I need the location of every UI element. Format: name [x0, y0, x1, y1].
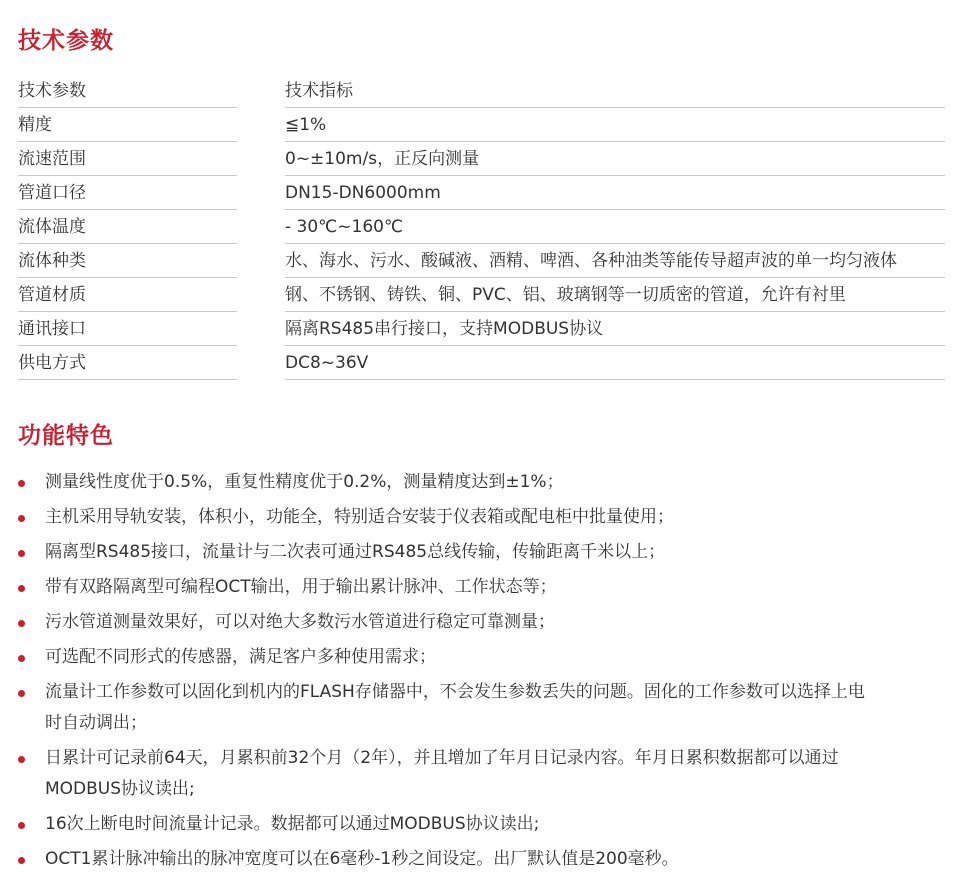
list-item [18, 537, 938, 568]
feature-text: 污水管道测量效果好，可以对绝大多数污水管道进行稳定可靠测量； [45, 612, 555, 632]
table-row [18, 108, 945, 142]
spec-value: DN15-DN6000mm [285, 176, 945, 210]
table-row [18, 244, 945, 278]
spec-label: 供电方式 [18, 346, 237, 380]
feature-text: OCT1累计脉冲输出的脉冲宽度可以在6毫秒-1秒之间设定。出厂默认值是200毫秒。 [45, 849, 679, 869]
features-list [18, 467, 938, 879]
table-row [18, 346, 945, 380]
spec-value: 0~±10m/s，正反向测量 [285, 142, 945, 176]
spec-label: 流速范围 [18, 142, 237, 176]
bullet-icon [18, 480, 25, 487]
spec-value: 隔离RS485串行接口，支持MODBUS协议 [285, 312, 945, 346]
table-row [18, 210, 945, 244]
spec-header-label: 技术参数 [18, 74, 237, 108]
spec-label: 精度 [18, 108, 237, 142]
features-heading: 功能特色 [18, 423, 114, 449]
feature-text: 测量线性度优于0.5%，重复性精度优于0.2%，测量精度达到±1%； [45, 472, 564, 492]
spec-value: DC8~36V [285, 346, 945, 380]
list-item [18, 677, 865, 739]
spec-table [18, 74, 945, 380]
spec-heading: 技术参数 [18, 28, 114, 54]
spec-value: 水、海水、污水、酸碱液、酒精、啤酒、各种油类等能传导超声波的单一均匀液体 [285, 244, 945, 278]
spec-value: - 30℃~160℃ [285, 210, 945, 244]
bullet-icon [18, 690, 25, 697]
spec-label: 管道口径 [18, 176, 237, 210]
feature-text: 隔离型RS485接口，流量计与二次表可通过RS485总线传输，传输距离千米以上； [45, 542, 666, 562]
feature-text: 流量计工作参数可以固化到机内的FLASH存储器中，不会发生参数丢失的问题。固化的工作参数可以选择上电时自动调出； [45, 682, 865, 733]
table-row [18, 176, 945, 210]
table-row [18, 278, 945, 312]
spec-label: 通讯接口 [18, 312, 237, 346]
bullet-icon [18, 550, 25, 557]
list-item [18, 743, 885, 805]
bullet-icon [18, 655, 25, 662]
spec-value: ≦1% [285, 108, 945, 142]
spec-label: 流体种类 [18, 244, 237, 278]
spec-label: 流体温度 [18, 210, 237, 244]
table-row [18, 312, 945, 346]
bullet-icon [18, 585, 25, 592]
spec-table-header [18, 74, 945, 108]
list-item [18, 809, 938, 840]
spec-header-value: 技术指标 [285, 74, 945, 108]
feature-text: 日累计可记录前64天，月累积前32个月（2年），并且增加了年月日记录内容。年月日累积数据都可以通过MODBUS协议读出; [45, 748, 839, 799]
list-item [18, 502, 938, 533]
list-item [18, 607, 938, 638]
list-item [18, 844, 938, 875]
list-item [18, 572, 938, 603]
feature-text: 16次上断电时间流量计记录。数据都可以通过MODBUS协议读出; [45, 814, 540, 834]
bullet-icon [18, 620, 25, 627]
bullet-icon [18, 822, 25, 829]
bullet-icon [18, 756, 25, 763]
list-item [18, 467, 938, 498]
bullet-icon [18, 515, 25, 522]
bullet-icon [18, 857, 25, 864]
feature-text: 可选配不同形式的传感器，满足客户多种使用需求； [45, 647, 436, 667]
spec-value: 钢、不锈钢、铸铁、铜、PVC、铝、玻璃钢等一切质密的管道，允许有衬里 [285, 278, 945, 312]
table-row [18, 142, 945, 176]
feature-text: 带有双路隔离型可编程OCT输出，用于输出累计脉冲、工作状态等； [45, 577, 557, 597]
feature-text: 主机采用导轨安装，体积小，功能全，特别适合安装于仪表箱或配电柜中批量使用； [45, 507, 674, 527]
list-item [18, 642, 938, 673]
spec-label: 管道材质 [18, 278, 237, 312]
